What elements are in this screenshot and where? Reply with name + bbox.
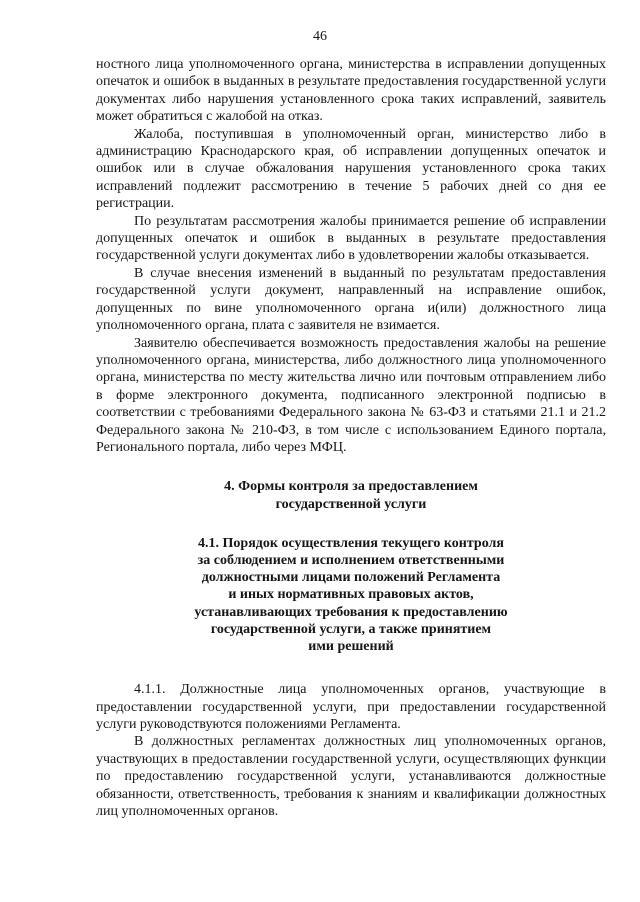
document-body xyxy=(96,56,606,820)
paragraph: ностного лица уполномоченного органа, министерства в исправлении допущенных опечаток и ошибок в выданных в результате предоставления государственной услуги документах либо нарушения установленного срока таких исправлений, заявитель может обратиться с жалобой на отказ. xyxy=(96,57,606,125)
subsection-heading-line: и иных нормативных правовых актов, xyxy=(228,587,474,603)
subsection-heading-line: государственной услуги, а также принятием xyxy=(210,621,492,637)
section-heading xyxy=(96,478,606,512)
subsection-heading-line: ими решений xyxy=(308,638,394,654)
paragraph: В случае внесения изменений в выданный по результатам предоставления государственной услуги документ, направленный на исправление ошибок, допущенных по вине уполномоченного органа и(или) должностного лица уполномоченного органа, плата с заявителя не взимается. xyxy=(96,265,606,334)
subsection-heading-line: устанавливающих требования к предоставлению xyxy=(194,604,508,620)
page-number: 46 xyxy=(313,29,327,44)
paragraph: По результатам рассмотрения жалобы принимается решение об исправлении допущенных опечаток и ошибок в выданных в результате предоставления государственной услуги документах либо в удовлетворении жалобы отказывается. xyxy=(96,213,606,264)
section-heading-line: государственной услуги xyxy=(275,496,427,512)
subsection-heading-line: 4.1. Порядок осуществления текущего контроля xyxy=(198,535,504,551)
paragraph: 4.1.1. Должностные лица уполномоченных органов, участвующие в предоставлении государственной услуги, при предоставлении государственной услуги руководствуются положениями Регламента. xyxy=(96,682,606,732)
section-heading-line: 4. Формы контроля за предоставлением xyxy=(224,479,478,495)
paragraph: В должностных регламентах должностных лиц уполномоченных органов, участвующих в предоставлении государственной услуги, осуществляющих функции по предоставлению государственной услуги, устанавливаются должностные обязанности, ответственность, требования к знаниям и квалификации должностных лиц уполномоченных органов. xyxy=(96,734,606,820)
subsection-heading xyxy=(96,535,606,655)
paragraph: Заявителю обеспечивается возможность предоставления жалобы на решение уполномоченного органа, министерства, либо должностного лица уполномоченного органа, министерства по месту жительства лично или почтовым отправлением либо в форме электронного документа, подписанного электронной подписью в соответствии с требованиями Федерального закона № 63-ФЗ и статьями 21.1 и 21.2 Федерального закона № 210-ФЗ, в том числе с использованием Единого портала, Регионального портала, либо через МФЦ. xyxy=(96,335,606,455)
subsection-heading-line: за соблюдением и исполнением ответственными xyxy=(197,552,505,568)
subsection-heading-line: должностными лицами положений Регламента xyxy=(201,570,501,586)
paragraph: Жалоба, поступившая в уполномоченный орган, министерство либо в администрацию Краснодарского края, об исправлении допущенных опечаток и ошибок или в случае обжалования нарушения установленного срока таких исправлений подлежит рассмотрению в течение 5 рабочих дней со дня ее регистрации. xyxy=(96,126,606,212)
